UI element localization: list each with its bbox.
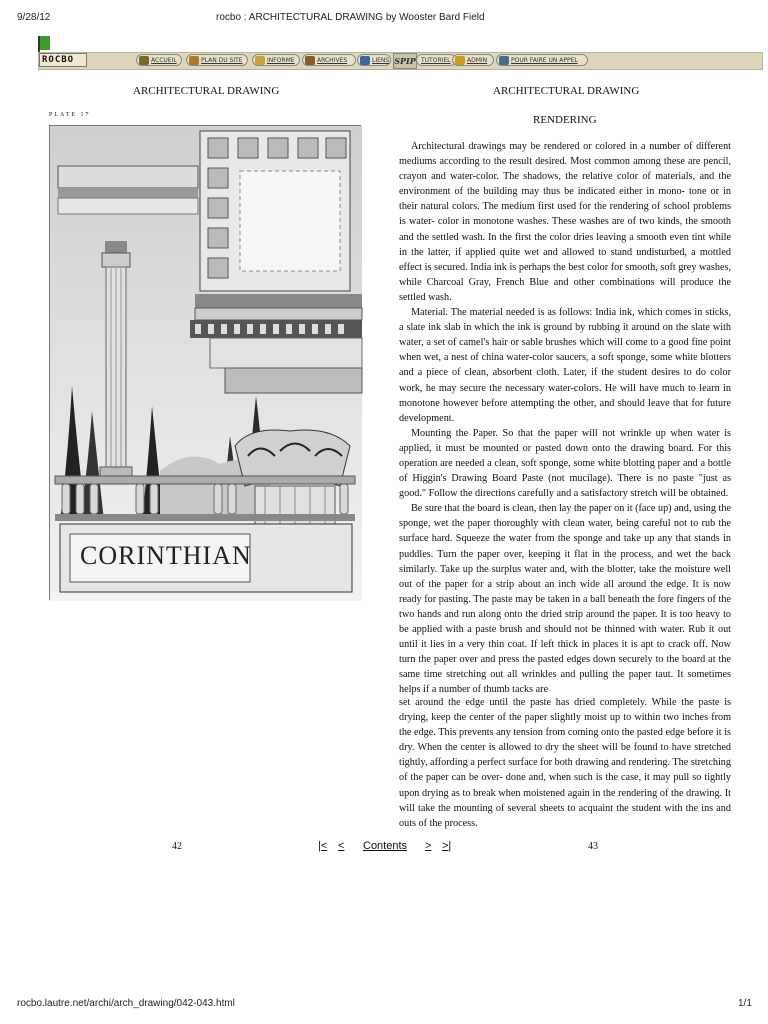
print-date: 9/28/12 <box>17 12 51 23</box>
section-heading: RENDERING <box>533 114 597 126</box>
paragraph: Material. The material needed is as follows: India ink, which comes in sticks, a slate ink slab in which the ink is ground by rubbing it around on the slate with water, a set of camel's hair or sable brushes which will come to a good fine point when wet, a nest of china water-color saucers, a soft sponge, some white blotters and a piece of clean, absorbent cloth. Later, if the student desires to do color work, he may secure the necessary water-colors. He will have much to learn in monotone however before attempting the other, and should leave that for future development. <box>399 307 731 424</box>
nav-archives[interactable]: ARCHIVES <box>302 54 356 66</box>
archive-icon <box>305 56 315 65</box>
next-page-link[interactable]: > <box>425 840 432 852</box>
plate-caption: CORINTHIAN <box>80 541 252 570</box>
paragraph: Mounting the Paper. So that the paper will not wrinkle up when water is applied, it must be mounted or pasted down onto the drawing board. For this operation are needed a clean, soft sponge, some white blotting paper and a bottle of Higgin's Drawing Board Paste (not mucilage). There is no paste "just as good." Follow the directions carefully and a satisfactory stretch will be obtained. <box>399 427 731 500</box>
plate-label: PLATE 17 <box>49 112 91 118</box>
right-page-title: ARCHITECTURAL DRAWING <box>493 85 640 97</box>
lock-icon <box>455 56 465 65</box>
last-page-link[interactable]: >| <box>442 840 452 852</box>
site-logo[interactable]: ROCBO <box>39 53 87 67</box>
nav-appel[interactable]: POUR FAIRE UN APPEL <box>496 54 588 66</box>
nav-informe[interactable]: INFORME <box>252 54 300 66</box>
paragraph: Be sure that the board is clean, then lay the paper on it (face up) and, using the sponge, wet the paper thoroughly with clean water, being careful not to rub the surface hard. Squeeze the water from the sponge and take up any that stands in puddles. Turn the paper over, keeping it flat in the process, and wet the back similarly. Take up the surplus water and, with the blotter, take the moisture well out of the paper for a strip about an inch wide all around the edge. It is now ready for pasting. The paste may be taken in a ball beneath the fore fingers of the two hands and run along onto the dried strip around the paper. It is too heavy to be applied with a paste brush and should not be thinned with water. Rub it out until it lies in a very thin coat. If left thick in places it is apt to crack off. Now turn the paper over and press the pasted edges down securely to the board at the same time stretching out all wrinkles and pulling the paper taut. It sometimes helps if a number of thumb tacks are <box>399 503 731 696</box>
spip-badge[interactable]: SPIP <box>393 53 417 69</box>
first-page-link[interactable]: |< <box>318 840 328 852</box>
nav-tutoriel[interactable]: TUTORIEL <box>416 54 456 66</box>
left-page-title: ARCHITECTURAL DRAWING <box>133 85 280 97</box>
body-continuation <box>399 695 731 827</box>
corinthian-drawing <box>50 126 362 601</box>
paragraph: Architectural drawings may be rendered or colored in a number of different mediums according to the result desired. Most common among these are pencil, crayon and water-color. The shadows, the relative color of materials, and the environment of the building may thus be indicated either in mono- tone or in their natural colors. The medium first used for the rendering of school problems is water- color in monotone washes. These washes are of two kinds, the smooth and the settled wash. In the first the color dries leaving a smooth even tint while in the latter, if applied quite wet and allowed to stand undisturbed, a mottled effect is secured. India ink is perhaps the best color for smooth, soft grey washes, while Charcoal Gray, French Blue and other combinations will produce the settled wash. <box>399 141 731 303</box>
body-column <box>399 139 731 696</box>
contact-icon <box>499 56 509 65</box>
print-url: rocbo.lautre.net/archi/arch_drawing/042-043.html <box>17 998 235 1009</box>
print-page-title: rocbo : ARCHITECTURAL DRAWING by Wooster Bard Field <box>216 12 485 23</box>
print-page-count: 1/1 <box>738 998 752 1009</box>
prev-page-link[interactable]: < <box>338 840 345 852</box>
plate-illustration <box>49 125 361 600</box>
nav-accueil[interactable]: ACCUEIL <box>136 54 182 66</box>
nav-plan-du-site[interactable]: PLAN DU SITE <box>186 54 248 66</box>
logo-flag-icon <box>40 36 50 50</box>
palette-icon <box>255 56 265 65</box>
left-page-number: 42 <box>172 841 182 852</box>
right-page-number: 43 <box>588 841 598 852</box>
sitemap-icon <box>189 56 199 65</box>
home-icon <box>139 56 149 65</box>
paragraph: set around the edge until the paste has dried completely. While the paste is drying, keep the center of the paper slightly moist up to within two inches from the edge. This prevents any tension from coming onto the pasted edge before it is dry. When the center is allowed to dry the sheet will be found to have stretched tightly, affording a perfect surface for both drawing and rendering. The stretching of the paper can be over- done and, when such is the case, it may pull so tightly upon drying as to break when moistened again in the rendering of the drawing. It will take the mounting of several sheets to acquaint the student with the ins and outs of the process. <box>399 697 731 829</box>
globe-icon <box>360 56 370 65</box>
nav-liens[interactable]: LIENS <box>357 54 391 66</box>
contents-link[interactable]: Contents <box>363 840 408 852</box>
nav-admin[interactable]: ADMIN <box>452 54 494 66</box>
